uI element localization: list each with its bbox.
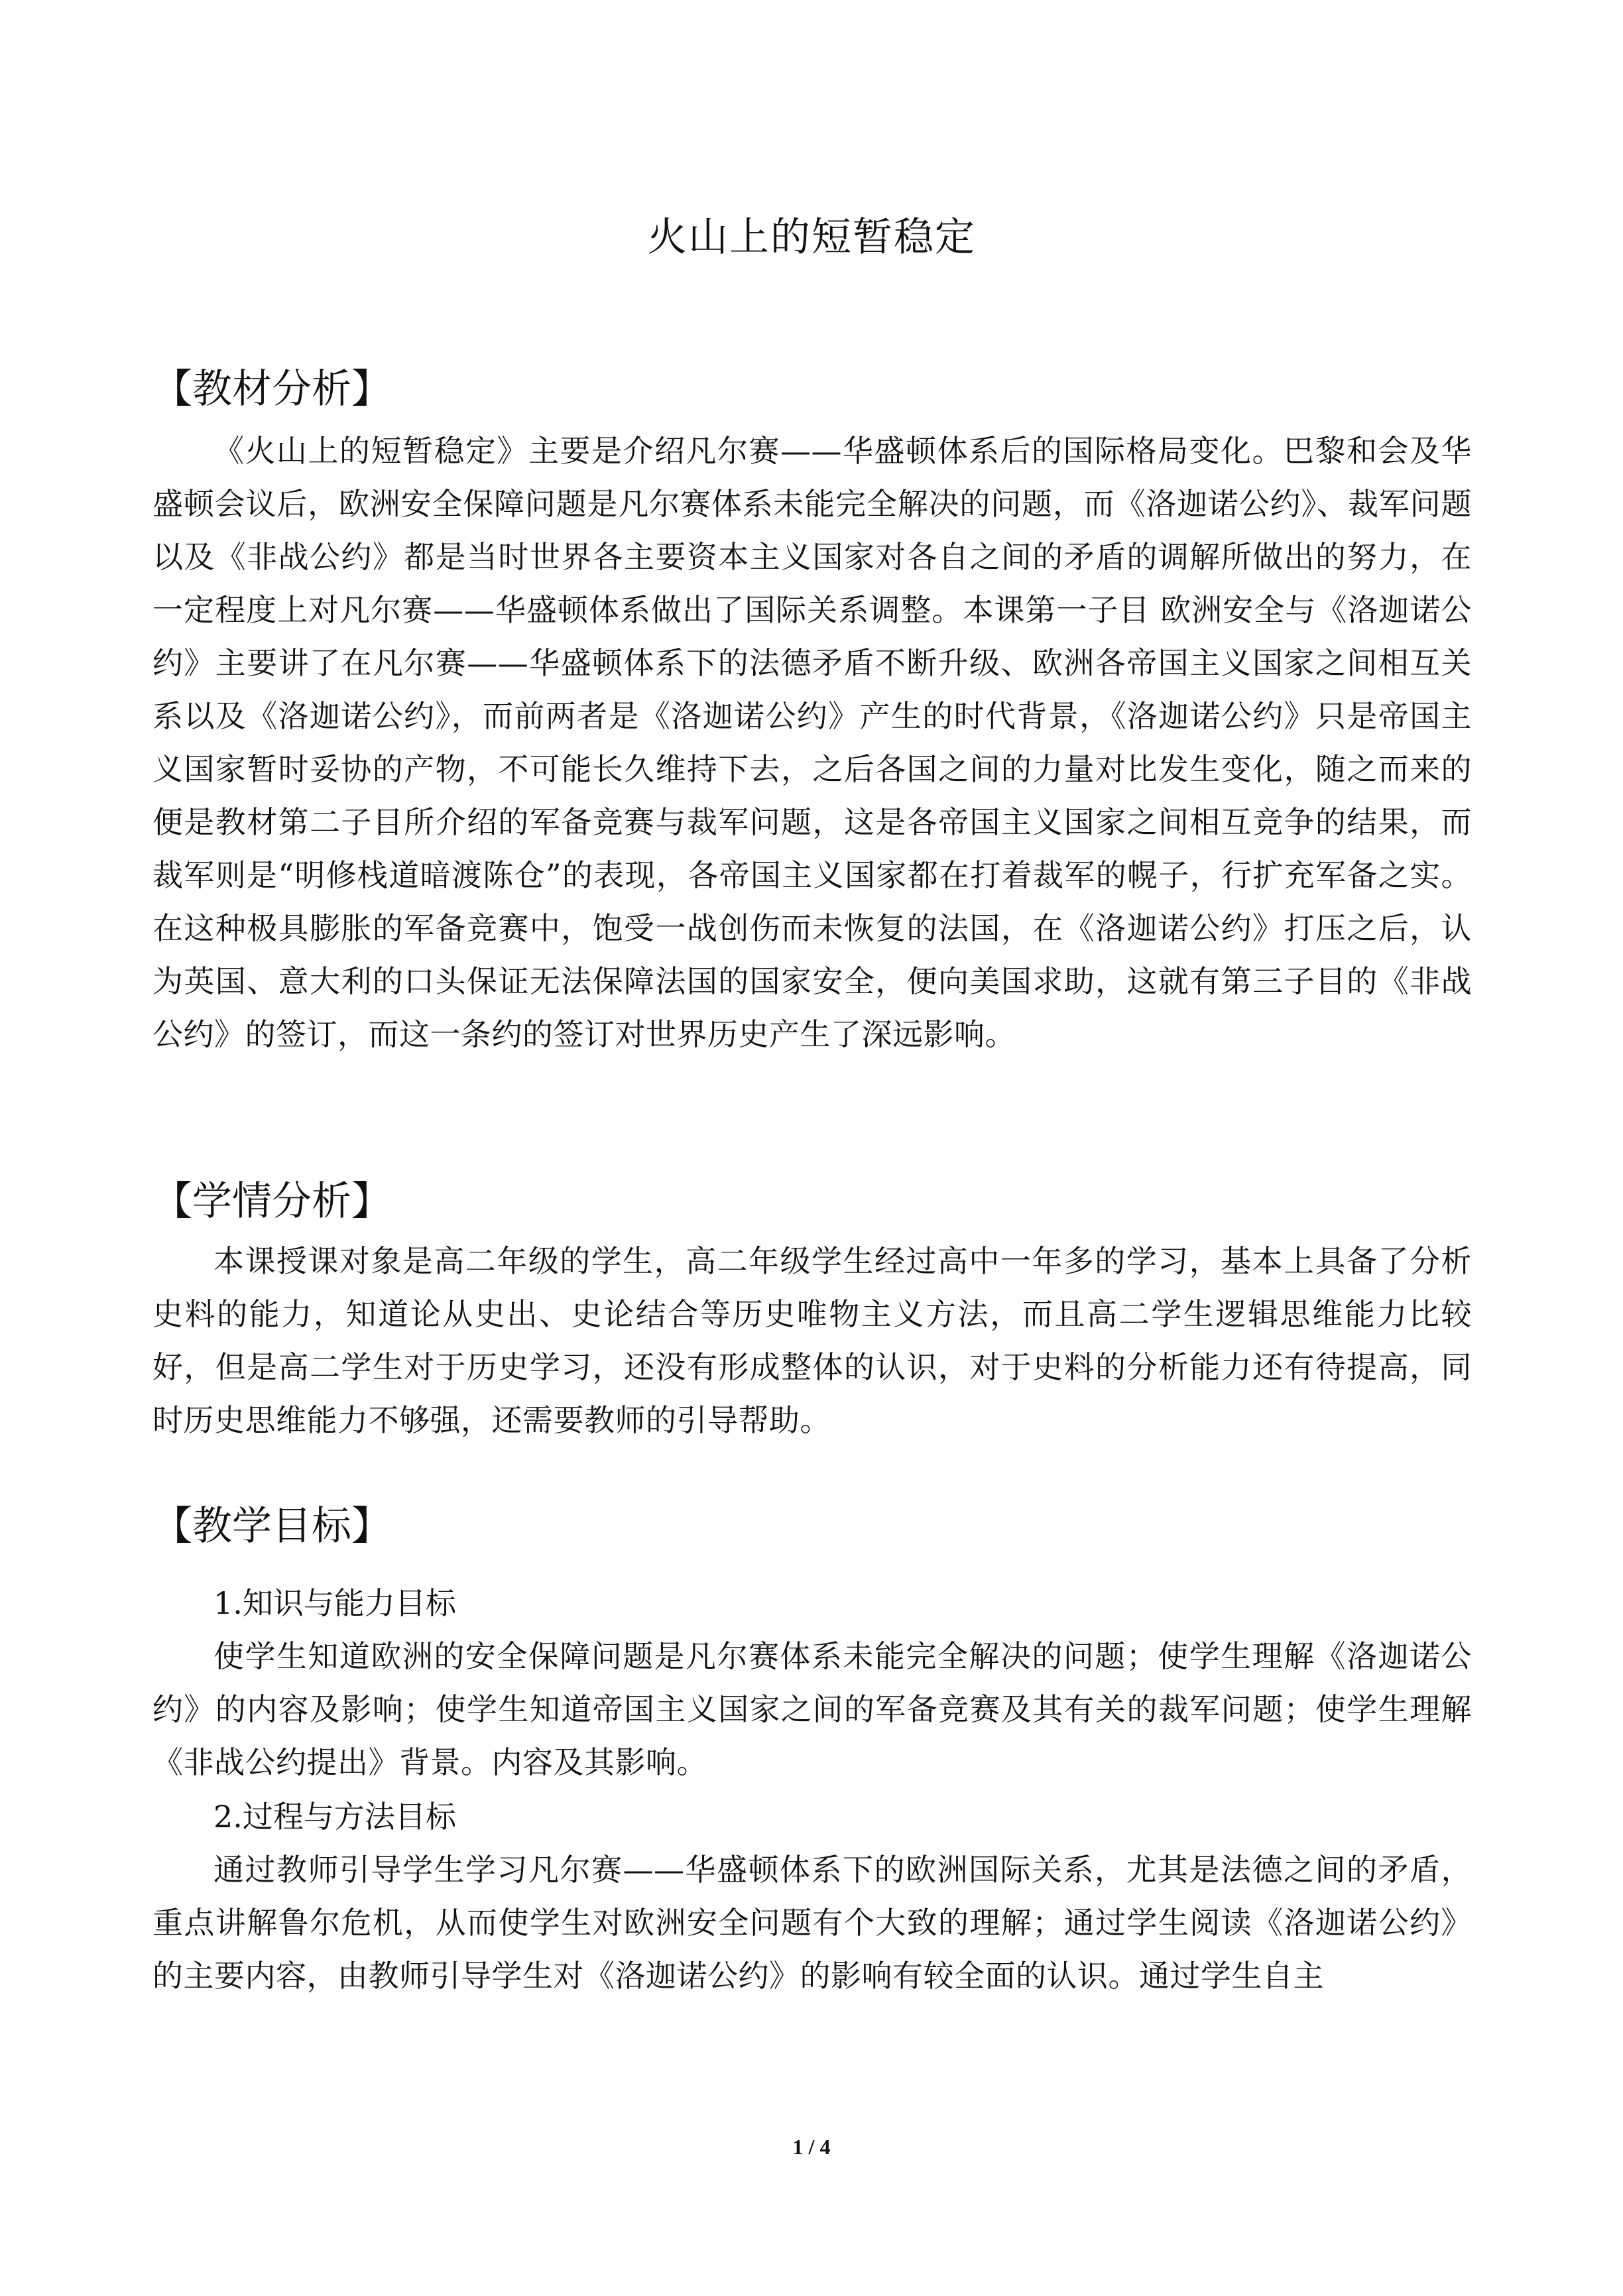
section-heading-teaching-goals: 【教学目标】 <box>152 1503 391 1549</box>
student-analysis-paragraph: 本课授课对象是高二年级的学生，高二年级学生经过高中一年多的学习，基本上具备了分析史料的能力，知道论从史出、史论结合等历史唯物主义方法，而且高二学生逻辑思维能力比较好，但是高二学生对于历史学习，还没有形成整体的认识，对于史料的分析能力还有待提高，同时历史思维能力不够强，还需要教师的引导帮助。 <box>152 1243 1472 1438</box>
goal-text-process: 通过教师引导学生学习凡尔赛——华盛顿体系下的欧洲国际关系，尤其是法德之间的矛盾，重点讲解鲁尔危机，从而使学生对欧洲安全问题有个大致的理解；通过学生阅读《洛迦诺公约》的主要内容，由教师引导学生对《洛迦诺公约》的影响有较全面的认识。通过学生自主 <box>152 1852 1472 1994</box>
goal-label-knowledge: 1.知识与能力目标 <box>213 1585 456 1621</box>
goal-text-knowledge: 使学生知道欧洲的安全保障问题是凡尔赛体系未能完全解决的问题；使学生理解《洛迦诺公约》的内容及影响；使学生知道帝国主义国家之间的军备竞赛及其有关的裁军问题；使学生理解《非战公约提出》背景。内容及其影响。 <box>152 1638 1472 1780</box>
document-title: 火山上的短暂稳定 <box>647 214 976 261</box>
page-number: 1 / 4 <box>792 2135 831 2159</box>
section-heading-student-analysis: 【学情分析】 <box>152 1178 391 1225</box>
goal-label-process: 2.过程与方法目标 <box>213 1799 456 1835</box>
textbook-analysis-paragraph: 《火山上的短暂稳定》主要是介绍凡尔赛——华盛顿体系后的国际格局变化。巴黎和会及华盛顿会议后，欧洲安全保障问题是凡尔赛体系未能完全解决的问题，而《洛迦诺公约》、裁军问题以及《非战公约》都是当时世界各主要资本主义国家对各自之间的矛盾的调解所做出的努力，在一定程度上对凡尔赛——华盛顿体系做出了国际关系调整。本课第一子目 欧洲安全与《洛迦诺公约》主要讲了在凡尔赛——华盛顿体系下的法德矛盾不断升级、欧洲各帝国主义国家之间相互关系以及《洛迦诺公约》，而前两者是《洛迦诺公约》产生的时代背景，《洛迦诺公约》只是帝国主义国家暂时妥协的产物，不可能长久维持下去，之后各国之间的力量对比发生变化，随之而来的便是教材第二子目所介绍的军备竞赛与裁军问题，这是各帝国主义国家之间相互竞争的结果，而裁军则是“明修栈道暗渡陈仓”的表现，各帝国主义国家都在打着裁军的幌子，行扩充军备之实。在这种极具膨胀的军备竞赛中，饱受一战创伤而未恢复的法国，在《洛迦诺公约》打压之后，认为英国、意大利的口头保证无法保障法国的国家安全，便向美国求助，这就有第三子目的《非战公约》的签订，而这一条约的签订对世界历史产生了深远影响。 <box>152 433 1472 1052</box>
section-heading-textbook-analysis: 【教材分析】 <box>152 366 391 412</box>
